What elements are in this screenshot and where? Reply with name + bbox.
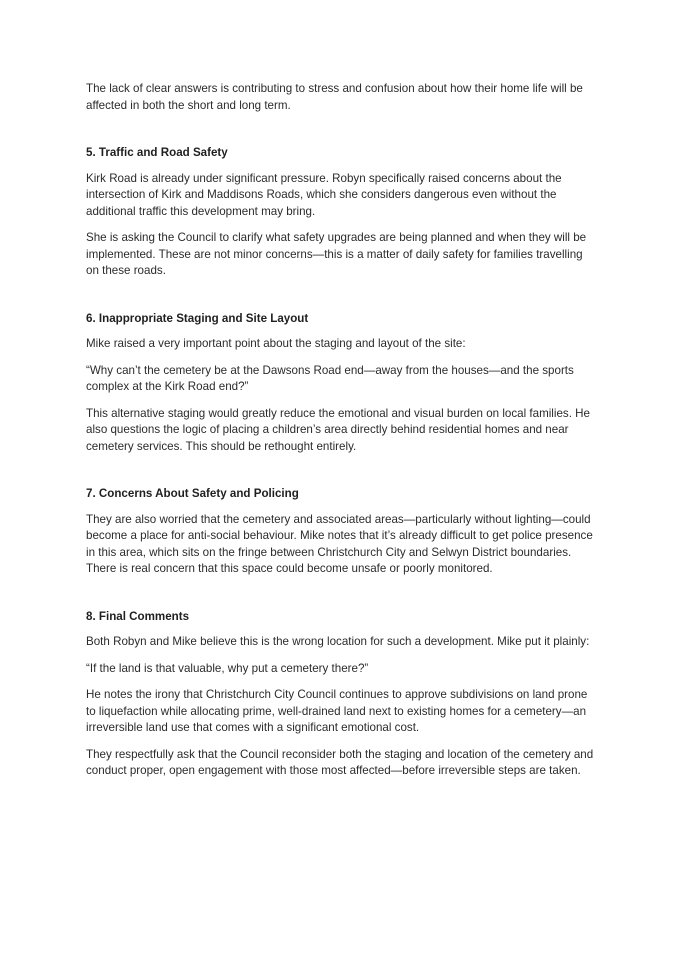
quote-paragraph: “If the land is that valuable, why put a cemetery there?” [86, 661, 369, 675]
paragraph: He notes the irony that Christchurch City Council continues to approve subdivisions on land prone to liquefaction while allocating prime, well-drained land next to existing homes for a cemetery—an irreversible land use that comes with a significant emotional cost. [86, 688, 588, 734]
section-heading-final-comments: 8. Final Comments [86, 609, 190, 623]
intro-paragraph: The lack of clear answers is contributing to stress and confusion about how their home life will be affected in both the short and long term. [86, 82, 583, 112]
quote-paragraph: “Why can’t the cemetery be at the Dawsons Road end—away from the houses—and the sports complex at the Kirk Road end?” [86, 363, 574, 393]
paragraph: They respectfully ask that the Council reconsider both the staging and location of the cemetery and conduct proper, open engagement with those most affected—before irreversible steps are taken. [86, 747, 594, 777]
section-heading-staging: 6. Inappropriate Staging and Site Layout [86, 311, 309, 325]
paragraph: Kirk Road is already under significant pressure. Robyn specifically raised concerns about the intersection of Kirk and Maddisons Roads, which she considers dangerous even without the additional traffic this development may bring. [86, 171, 562, 218]
paragraph: Both Robyn and Mike believe this is the wrong location for such a development. Mike put it plainly: [86, 635, 590, 648]
paragraph: They are also worried that the cemetery and associated areas—particularly without lighting—could become a place for anti-social behaviour. Mike notes that it’s already difficult to get police presence in this area, which sits on the fringe between Christchurch City and Selwyn District boundaries. There is real concern that this space could become unsafe or poorly monitored. [86, 512, 593, 575]
section-heading-safety-policing: 7. Concerns About Safety and Policing [86, 487, 299, 500]
paragraph: Mike raised a very important point about the staging and layout of the site: [86, 337, 466, 350]
document-page [86, 81, 598, 780]
paragraph: This alternative staging would greatly reduce the emotional and visual burden on local families. He also questions the logic of placing a children’s area directly behind residential homes and near cemetery services. This should be rethought entirely. [86, 406, 590, 453]
section-heading-traffic: 5. Traffic and Road Safety [86, 146, 228, 159]
paragraph: She is asking the Council to clarify what safety upgrades are being planned and when they will be implemented. These are not minor concerns—this is a matter of daily safety for families travelling on these roads. [86, 231, 587, 277]
